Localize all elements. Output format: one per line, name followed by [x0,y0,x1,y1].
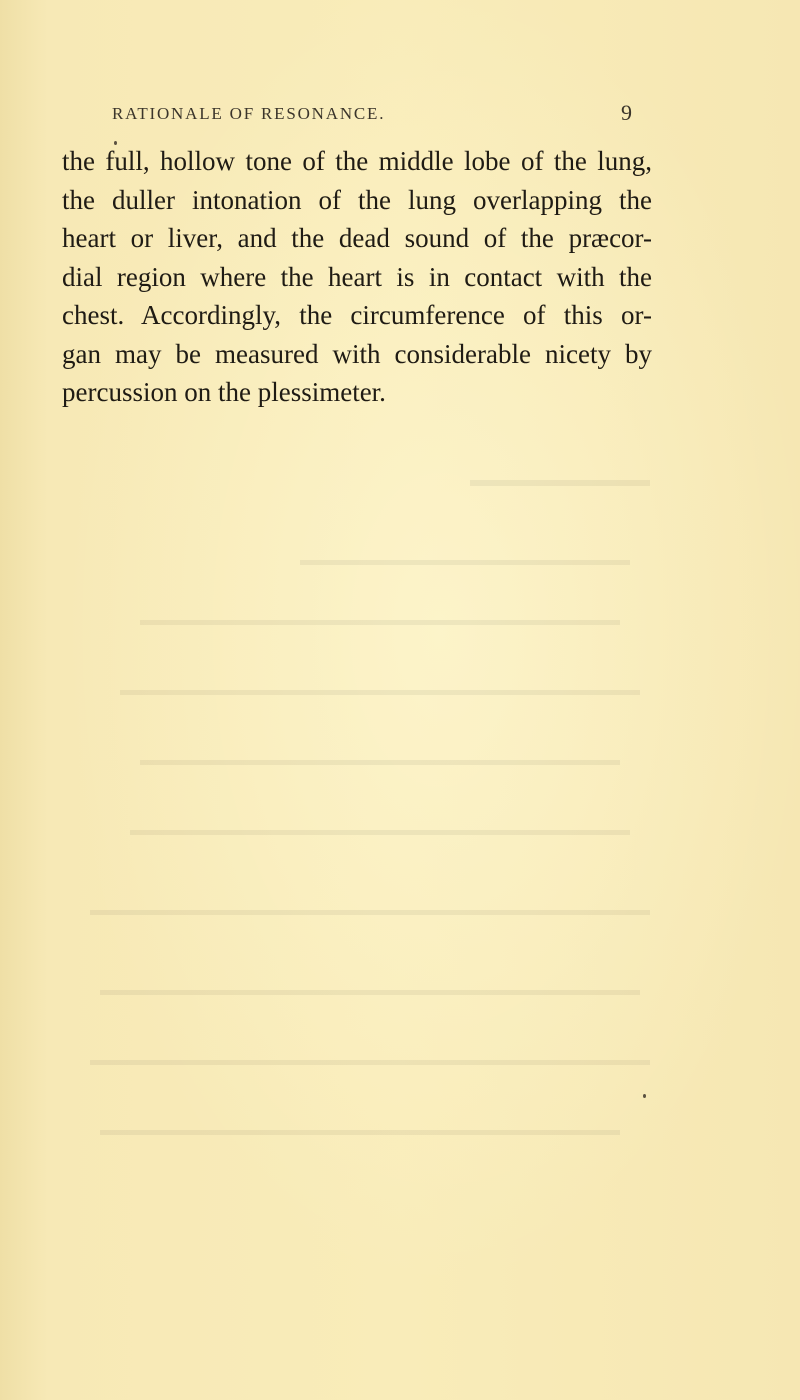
text-line: gan may be measured with considerable nicety by [62,338,652,369]
page-number: 9 [621,100,632,125]
running-head [0,100,800,134]
text-line: chest. Accordingly, the circumference of this or- [62,300,652,330]
running-title: RATIONALE OF RESONANCE. [112,104,386,123]
text-line: the duller intonation of the lung overlapping the [62,184,652,215]
text-line: percussion on the plessimeter. [62,377,386,407]
body-paragraph [62,142,652,412]
ink-speck [643,1094,646,1098]
ink-speck [114,141,117,145]
text-line: the full, hollow tone of the middle lobe of the lung, [62,146,652,176]
text-line: dial region where the heart is in contact with the [62,261,652,292]
text-line: heart or liver, and the dead sound of the præcor- [62,223,652,253]
